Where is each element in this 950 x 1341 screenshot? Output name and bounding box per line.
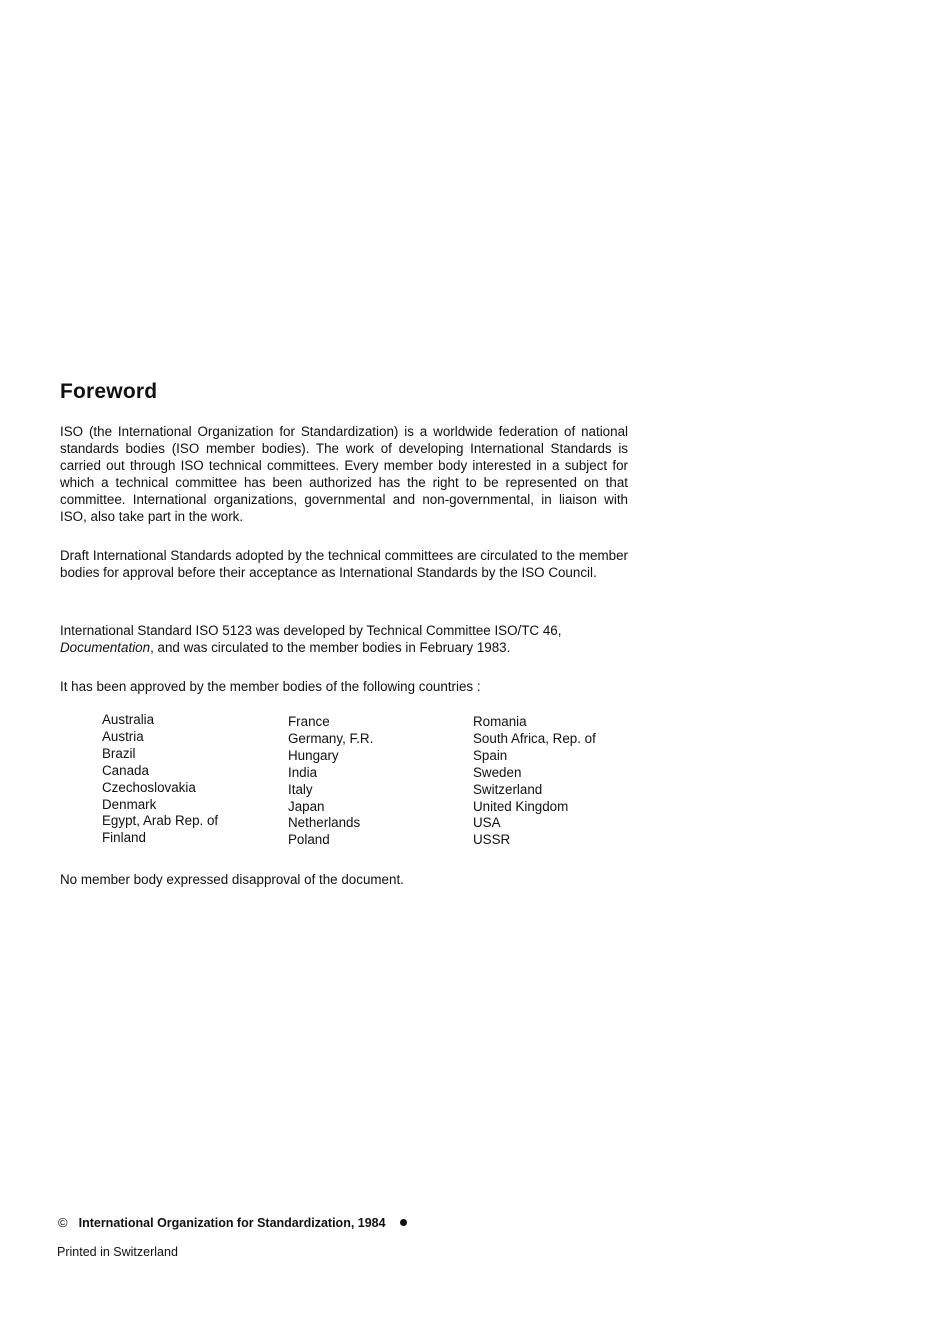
paragraph-approval: It has been approved by the member bodies of the following countries :: [60, 679, 481, 694]
country-item: South Africa, Rep. of: [473, 730, 596, 746]
country-item: USSR: [473, 832, 511, 848]
country-item: Netherlands: [288, 815, 361, 831]
country-item: Denmark: [102, 796, 157, 812]
country-item: Poland: [288, 832, 330, 848]
country-item: Spain: [473, 747, 508, 763]
page-title: Foreword: [60, 380, 158, 403]
country-item: Switzerland: [473, 781, 543, 797]
country-item: Sweden: [473, 764, 522, 780]
paragraph-development-start: International Standard ISO 5123 was developed by Technical Committee ISO/TC 46,: [60, 623, 562, 638]
bullet-dot-icon: [400, 1219, 407, 1226]
printed-in-note: Printed in Switzerland: [57, 1245, 178, 1259]
country-item: Germany, F.R.: [288, 730, 374, 746]
country-item: USA: [473, 815, 501, 831]
country-column-3: [473, 714, 653, 849]
country-column-2: [288, 714, 468, 849]
country-item: Hungary: [288, 747, 339, 763]
paragraph-iso-intro: ISO (the International Organization for Standardization) is a worldwide federation of national standards bodies (ISO member bodies). The work of developing International Standards is carried out through ISO technical committees. Every member body interested in a subject for which a technical committee has been authorized has the right to be represented on that committee. International organizations, governmental and non-governmental, in liaison with ISO, also take part in the work.: [60, 424, 628, 524]
country-item: Japan: [288, 798, 325, 814]
country-item: Czechoslovakia: [102, 779, 196, 795]
country-item: Brazil: [102, 745, 136, 761]
paragraph-development-end: , and was circulated to the member bodies in February 1983.: [150, 640, 511, 655]
paragraph-development: [60, 622, 628, 656]
paragraph-draft-standards: Draft International Standards adopted by the technical committees are circulated to the member bodies for approval before their acceptance as International Standards by the ISO Council.: [60, 548, 628, 580]
country-item: Austria: [102, 728, 144, 744]
country-item: Finland: [102, 830, 146, 846]
committee-name: Documentation: [60, 640, 151, 655]
country-item: Australia: [102, 712, 155, 727]
country-item: Romania: [473, 714, 527, 729]
copyright-icon: ©: [58, 1215, 68, 1230]
country-item: India: [288, 764, 318, 780]
copyright-text: International Organization for Standardization, 1984: [78, 1216, 386, 1230]
paragraph-no-disapproval: No member body expressed disapproval of the document.: [60, 872, 404, 887]
country-item: Italy: [288, 781, 313, 797]
country-column-1: [102, 712, 282, 847]
copyright-line: [58, 1215, 407, 1230]
country-item: Egypt, Arab Rep. of: [102, 813, 219, 829]
country-item: France: [288, 714, 330, 729]
country-item: United Kingdom: [473, 798, 569, 814]
country-item: Canada: [102, 762, 149, 778]
